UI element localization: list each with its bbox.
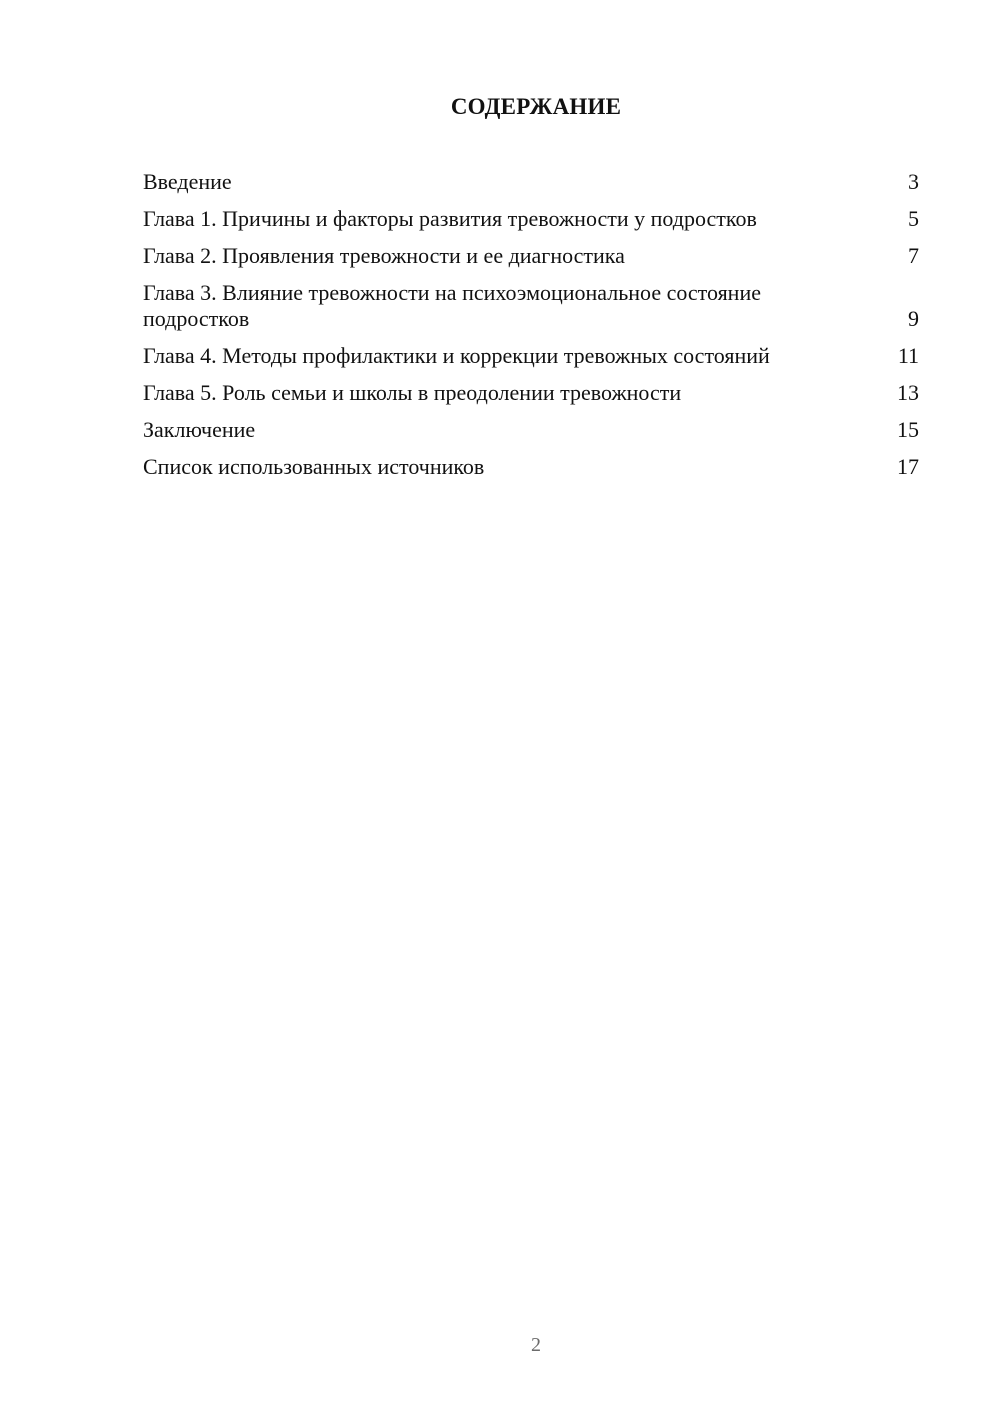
toc-entry-chapter-3[interactable]: [143, 280, 919, 332]
toc-entry-title: Глава 3. Влияние тревожности на психоэмоциональное состояние подростков: [143, 280, 761, 331]
toc-entry-title: Заключение: [143, 417, 256, 442]
toc-entry-chapter-2[interactable]: [143, 243, 919, 269]
toc-entry-conclusion[interactable]: [143, 417, 919, 443]
toc-entry-page-number: 11: [897, 343, 919, 368]
table-of-contents: [143, 169, 919, 491]
toc-entry-page-number: 5: [908, 206, 919, 231]
page-footer-number: 2: [531, 1334, 541, 1356]
toc-heading: СОДЕРЖАНИЕ: [450, 94, 622, 119]
toc-entry-title: Глава 1. Причины и факторы развития тревожности у подростков: [143, 206, 757, 231]
toc-entry-title: Введение: [143, 169, 232, 194]
toc-entry-page-number: 15: [897, 417, 919, 442]
toc-entry-page-number: 9: [908, 306, 919, 331]
toc-entry-page-number: 17: [897, 454, 919, 479]
toc-entry-title: Список использованных источников: [143, 454, 485, 479]
toc-entry-introduction[interactable]: [143, 169, 919, 195]
toc-entry-references[interactable]: [143, 454, 919, 480]
toc-entry-chapter-5[interactable]: [143, 380, 919, 406]
toc-entry-page-number: 3: [908, 169, 919, 194]
toc-entry-chapter-1[interactable]: [143, 206, 919, 232]
toc-entry-title: Глава 5. Роль семьи и школы в преодолении тревожности: [143, 380, 682, 405]
toc-entry-title: Глава 2. Проявления тревожности и ее диагностика: [143, 243, 625, 268]
toc-entry-page-number: 13: [897, 380, 919, 405]
toc-entry-chapter-4[interactable]: [143, 343, 919, 369]
toc-entry-page-number: 7: [908, 243, 919, 268]
toc-entry-title: Глава 4. Методы профилактики и коррекции тревожных состояний: [143, 343, 770, 368]
